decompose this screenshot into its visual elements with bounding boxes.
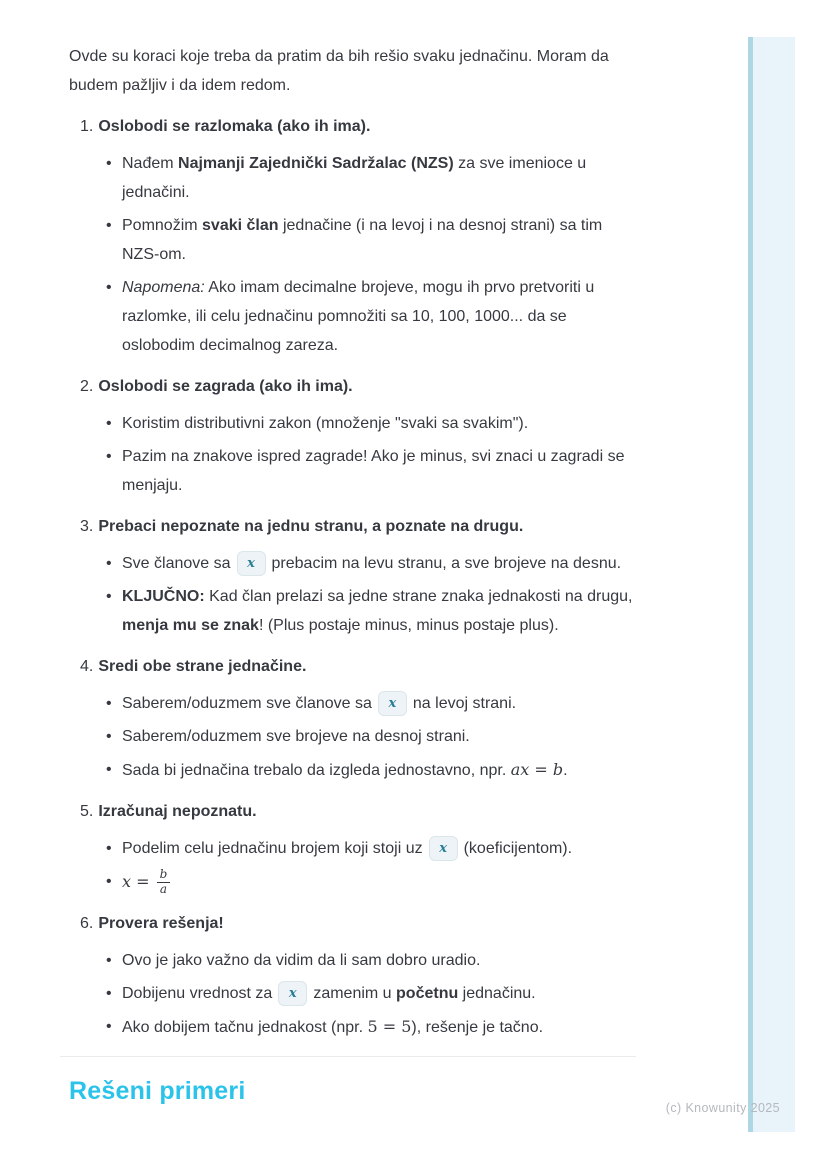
math-expression: x [122, 872, 132, 891]
bullet-marker: • [106, 695, 112, 712]
bullet-marker: • [106, 415, 112, 432]
bullet-marker: • [106, 217, 112, 234]
math-fraction: $\frac{b}{a}$ [157, 868, 171, 897]
bullet-text [122, 979, 636, 1008]
x-variable-chip: x [237, 551, 266, 576]
bullet-marker: • [106, 1018, 112, 1036]
text-segment: Ovo je jako važno da vidim da li sam dobro uradio. [122, 952, 481, 970]
bullet-item [106, 755, 636, 785]
bullet-marker: • [106, 448, 112, 465]
text-segment: jednačine (i na levoj i na desnoj strani) sa tim NZS-om. [122, 217, 603, 263]
step-header [80, 909, 636, 938]
step-item [69, 797, 636, 897]
text-segment: menja mu se znak [122, 617, 259, 634]
intro-paragraph: Ovde su koraci koje treba da pratim da bih rešio svaku jednačinu. Moram da budem pažljiv i da idem redom. [69, 48, 609, 94]
step-title: Provera rešenja! [98, 915, 224, 933]
text-segment: Dobijenu vrednost za [122, 985, 273, 1003]
bullet-marker: • [106, 555, 112, 572]
step-title: Prebaci nepoznate na jednu stranu, a poznate na drugu. [98, 518, 524, 535]
x-variable-chip: x [429, 836, 458, 861]
bullet-marker: • [106, 873, 112, 890]
bullet-marker: • [106, 985, 112, 1003]
text-segment: jednačinu. [458, 985, 536, 1003]
bullet-item [106, 211, 636, 269]
step-header [80, 372, 636, 401]
text-segment: Ako imam decimalne brojeve, mogu ih prvo pretvoriti u razlomke, ili celu jednačinu pomnožiti sa 10, 100, 1000... da se oslobodim decimalnog zareza. [122, 279, 595, 354]
bullet-list [106, 689, 636, 785]
text-segment: Najmanji Zajednički Sadržalac (NZS) [178, 155, 454, 172]
text-segment: Kad član prelazi sa jedne strane znaka jednakosti na drugu, [204, 588, 633, 605]
bullet-text [122, 582, 636, 640]
bullet-item [106, 273, 636, 360]
x-variable-chip: x [278, 981, 307, 1006]
step-number: 3. [80, 518, 94, 535]
bullet-text [122, 149, 636, 207]
bullet-text [122, 442, 636, 500]
watermark: (c) Knowunity 2025 [665, 1101, 780, 1115]
bullet-marker: • [106, 728, 112, 745]
bullet-marker: • [106, 588, 112, 605]
step-title: Sredi obe strane jednačine. [98, 658, 307, 675]
bullet-list [106, 834, 636, 897]
bullet-item [106, 979, 636, 1008]
bullet-marker: • [106, 840, 112, 857]
bullet-text [122, 689, 636, 718]
text-segment: početnu [396, 985, 459, 1003]
text-segment: na levoj strani. [412, 695, 517, 712]
bullet-marker: • [106, 279, 112, 296]
bullet-item [106, 722, 636, 751]
bullet-item [106, 834, 636, 863]
text-segment: Sada bi jednačina trebalo da izgleda jednostavno, npr. [122, 762, 511, 779]
scroll-indicator[interactable] [748, 37, 795, 1132]
bullet-item [106, 149, 636, 207]
document-content [69, 42, 636, 1106]
math-expression: = [529, 760, 553, 779]
step-number: 4. [80, 658, 94, 675]
steps-list [69, 112, 636, 1042]
bullet-text [122, 409, 636, 438]
text-segment: Saberem/oduzmem sve članove sa [122, 695, 372, 712]
step-header [80, 797, 636, 826]
math-expression: b [552, 760, 564, 779]
step-header [80, 112, 636, 141]
step-item [69, 372, 636, 500]
bullet-item [106, 946, 636, 975]
step-header [80, 512, 636, 541]
step-number: 1. [80, 118, 94, 135]
math-expression: = [131, 872, 155, 891]
bullet-marker: • [106, 155, 112, 172]
bullet-item [106, 1012, 636, 1042]
text-segment: KLJUČNO: [122, 588, 205, 605]
text-segment: . [563, 762, 568, 779]
bullet-text [122, 946, 636, 975]
bullet-item [106, 442, 636, 500]
math-expression: 5 = 5 [367, 1017, 412, 1037]
text-segment: Saberem/oduzmem sve brojeve na desnoj strani. [122, 728, 470, 745]
x-variable-chip: x [378, 691, 407, 716]
bullet-list [106, 549, 636, 640]
bullet-text [122, 867, 636, 897]
text-segment: Pazim na znakove ispred zagrade! Ako je minus, svi znaci u zagradi se menjaju. [122, 448, 625, 494]
step-item [69, 512, 636, 640]
step-number: 6. [80, 915, 94, 933]
step-item [69, 652, 636, 785]
bullet-list [106, 409, 636, 500]
bullet-text [122, 211, 636, 269]
text-segment: Napomena: [122, 279, 205, 296]
text-segment: ! (Plus postaje minus, minus postaje plus). [258, 617, 559, 634]
step-number: 5. [80, 803, 94, 820]
bullet-item [106, 549, 636, 578]
bullet-item [106, 409, 636, 438]
bullet-list [106, 149, 636, 360]
text-segment: Podelim celu jednačinu brojem koji stoji uz [122, 840, 423, 857]
step-number: 2. [80, 378, 94, 395]
text-segment: Ako dobijem tačnu jednakost (npr. [122, 1019, 368, 1037]
step-title: Oslobodi se razlomaka (ako ih ima). [98, 118, 371, 135]
bullet-item [106, 582, 636, 640]
bullet-text [122, 273, 636, 360]
text-segment: zamenim u [313, 985, 397, 1003]
bullet-item [106, 689, 636, 718]
text-segment: Pomnožim [122, 217, 203, 234]
text-segment: prebacim na levu stranu, a sve brojeve na desnu. [271, 555, 622, 572]
bullet-text [122, 755, 636, 785]
step-item [69, 909, 636, 1042]
text-segment: ), rešenje je tačno. [411, 1019, 544, 1037]
step-item [69, 112, 636, 360]
section-divider [60, 1056, 636, 1057]
bullet-list [106, 946, 636, 1042]
step-title: Izračunaj nepoznatu. [98, 803, 257, 820]
bullet-text [122, 722, 636, 751]
bullet-marker: • [106, 952, 112, 970]
bullet-text [122, 834, 636, 863]
text-segment: svaki član [202, 217, 279, 234]
text-segment: (koeficijentom). [463, 840, 573, 857]
text-segment: Koristim distributivni zakon (množenje "svaki sa svakim"). [122, 415, 529, 432]
bullet-item [106, 867, 636, 897]
section-heading: Rešeni primeri [69, 1077, 246, 1106]
bullet-text [122, 549, 636, 578]
bullet-text [122, 1012, 636, 1042]
text-segment: Nađem [122, 155, 179, 172]
math-expression: ax [510, 760, 530, 779]
step-header [80, 652, 636, 681]
step-title: Oslobodi se zagrada (ako ih ima). [98, 378, 353, 395]
text-segment: Sve članove sa [122, 555, 231, 572]
bullet-marker: • [106, 761, 112, 778]
text-segment: za sve imenioce u jednačini. [122, 155, 587, 201]
